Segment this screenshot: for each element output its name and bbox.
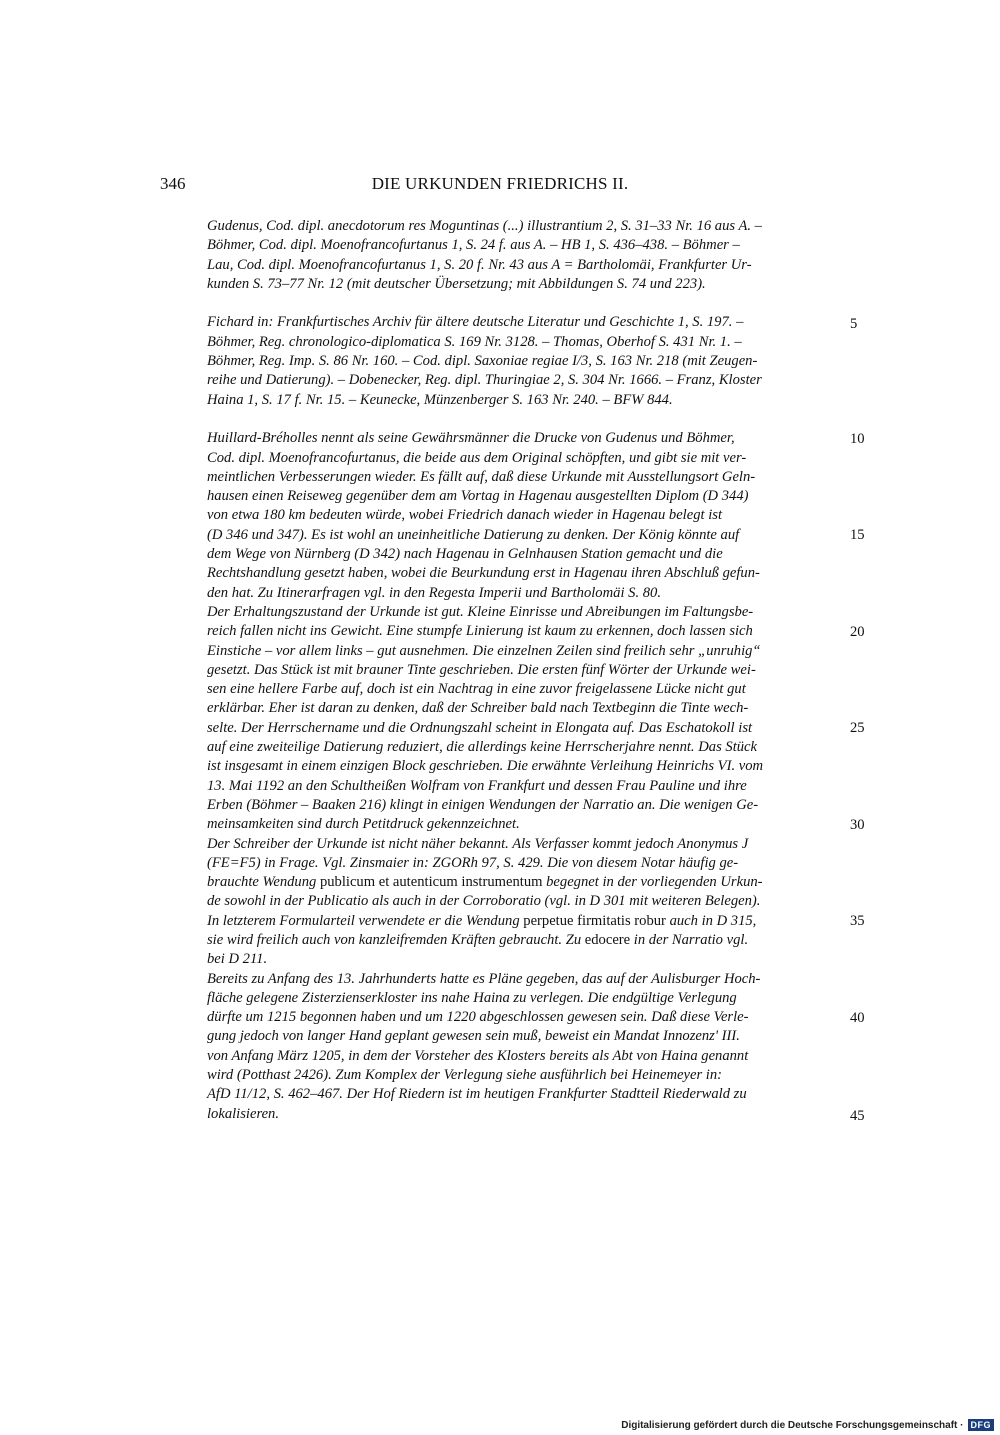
text-line: fläche gelegene Zisterzienserkloster ins nahe Haina zu verlegen. Die endgültige Verlegung [207, 989, 737, 1006]
text-line: reihe und Datierung). – Dobenecker, Reg. dipl. Thuringiae 2, S. 304 Nr. 1666. – Franz, Kloster [207, 372, 762, 389]
line-number: 10 [850, 431, 865, 447]
text-line: sen eine hellere Farbe auf, doch ist ein Nachtrag in eine zuvor freigelassene Lücke nicht gut [207, 681, 746, 698]
upright-quote: edocere [584, 931, 631, 948]
upright-quote: perpetue firmitatis robur [523, 912, 666, 929]
text-line: Erben (Böhmer – Baaken 216) klingt in einigen Wendungen der Narratio an. Die wenigen Ge- [207, 796, 759, 813]
text-line: reich fallen nicht ins Gewicht. Eine stumpfe Linierung ist kaum zu erkennen, doch lassen sich [207, 623, 753, 640]
running-title: DIE URKUNDEN FRIEDRICHS II. [371, 174, 629, 193]
line-number: 40 [850, 1010, 865, 1026]
text-line: Der Schreiber der Urkunde ist nicht näher bekannt. Als Verfasser kommt jedoch Anonymus J [207, 835, 749, 852]
text-line: Der Erhaltungszustand der Urkunde ist gut. Kleine Einrisse und Abreibungen im Faltungsbe- [207, 603, 754, 620]
text-line: de sowohl in der Publicatio als auch in der Corroboratio (vgl. in D 301 mit weiteren Belegen). [207, 893, 761, 910]
line-number: 15 [850, 527, 865, 543]
text-segment: sie wird freilich auch von kanzleifremden Kräften gebraucht. Zu [207, 931, 585, 948]
text-line [207, 912, 829, 931]
text-line: dürfte um 1215 begonnen haben und um 1220 abgeschlossen gewesen sein. Daß diese Verle- [207, 1009, 749, 1026]
text-segment: brauchte Wendung [207, 874, 320, 891]
text-line: dem Wege von Nürnberg (D 342) nach Hagenau in Gelnhausen Station gemacht und die [207, 546, 723, 563]
text-segment: In letzterem Formularteil verwendete er die Wendung [207, 912, 524, 929]
text-line: Huillard-Bréholles nennt als seine Gewährsmänner die Drucke von Gudenus und Böhmer, [207, 430, 735, 447]
line-number: 30 [850, 817, 865, 833]
text-line: gesetzt. Das Stück ist mit brauner Tinte geschrieben. Die ersten fünf Wörter der Urkunde wei- [207, 661, 756, 678]
text-line: auf eine zweiteilige Datierung reduziert, die allerdings keine Herrscherjahre nennt. Das Stück [207, 739, 757, 756]
text-block [207, 313, 829, 409]
block-gap [207, 294, 829, 313]
text-line: (FE=F5) in Frage. Vgl. Zinsmaier in: ZGORh 97, S. 429. Die von diesem Notar häufig ge- [207, 854, 739, 871]
text-line: hausen einen Reiseweg gegenüber dem am Vortag in Hagenau ausgestellten Diplom (D 344) [207, 488, 749, 505]
footer-text: Digitalisierung gefördert durch die Deutsche Forschungsgemeinschaft · [621, 1419, 964, 1431]
dfg-logo: DFG [968, 1419, 995, 1431]
block-gap [207, 410, 829, 429]
text-line: wird (Potthast 2426). Zum Komplex der Verlegung siehe ausführlich bei Heinemeyer in: [207, 1067, 723, 1084]
line-number: 20 [850, 624, 865, 640]
text-line: meinsamkeiten sind durch Petitdruck gekennzeichnet. [207, 816, 520, 833]
text-line: Einstiche – vor allem links – gut ausnehmen. Die einzelnen Zeilen sind freilich sehr „unruhig“ [207, 642, 761, 659]
line-number: 5 [850, 316, 858, 332]
text-line [207, 931, 829, 950]
text-line: ist insgesamt in einem einzigen Block geschrieben. Die erwähnte Verleihung Heinrichs VI. vom [207, 758, 764, 775]
text-line: (D 346 und 347). Es ist wohl an uneinheitliche Datierung zu denken. Der König könnte auf [207, 526, 740, 543]
footer [621, 1419, 994, 1431]
text-line: den hat. Zu Itinerarfragen vgl. in den Regesta Imperii und Bartholomäi S. 80. [207, 584, 661, 601]
text-line: Böhmer, Reg. Imp. S. 86 Nr. 160. – Cod. dipl. Saxoniae regiae I/3, S. 163 Nr. 218 (mit Zeugen- [207, 353, 758, 370]
line-number: 35 [850, 913, 865, 929]
text-line: erklärbar. Eher ist daran zu denken, daß der Schreiber bald nach Textbeginn die Tinte wech- [207, 700, 749, 717]
text-line: meintlichen Verbesserungen wieder. Es fällt auf, daß diese Urkunde mit Ausstellungsort Geln- [207, 468, 756, 485]
line-number-margin [850, 0, 880, 1435]
text-line: von etwa 180 km bedeuten würde, wobei Friedrich danach wieder in Hagenau belegt ist [207, 507, 723, 524]
text-segment: in der Narratio vgl. [630, 931, 749, 948]
main-text [207, 217, 829, 1124]
text-segment: auch in D 315, [665, 912, 757, 929]
text-line: lokalisieren. [207, 1105, 280, 1122]
text-line: Böhmer, Reg. chronologico-diplomatica S. 169 Nr. 3128. – Thomas, Oberhof S. 431 Nr. 1. – [207, 333, 742, 350]
line-number: 25 [850, 720, 865, 736]
text-line: bei D 211. [207, 951, 268, 968]
text-line: Rechtshandlung gesetzt haben, wobei die Beurkundung erst in Hagenau ihren Abschluß gefun- [207, 565, 760, 582]
text-line: von Anfang März 1205, in dem der Vorsteher des Klosters bereits als Abt von Haina genannt [207, 1047, 749, 1064]
line-number: 45 [850, 1108, 865, 1124]
text-line: Bereits zu Anfang des 13. Jahrhunderts hatte es Pläne gegeben, das auf der Aulisburger Hoch- [207, 970, 761, 987]
text-line: Cod. dipl. Moenofrancofurtanus, die beide aus dem Original schöpften, und gibt sie mit ver- [207, 449, 747, 466]
text-line: Gudenus, Cod. dipl. anecdotorum res Moguntinas (...) illustrantium 2, S. 31–33 Nr. 16 aus A. – [207, 218, 762, 234]
text-line: Böhmer, Cod. dipl. Moenofrancofurtanus 1, S. 24 f. aus A. – HB 1, S. 436–438. – Böhmer – [207, 237, 740, 254]
text-block [207, 429, 829, 1124]
text-line: Fichard in: Frankfurtisches Archiv für ältere deutsche Literatur und Geschichte 1, S. 197. – [207, 314, 744, 331]
upright-quote: publicum et autenticum instrumentum [319, 874, 543, 891]
text-segment: begegnet in der vorliegenden Urkun- [542, 874, 763, 891]
text-line: gung jedoch von langer Hand geplant gewesen sein muß, beweist ein Mandat Innozenz' III. [207, 1028, 740, 1045]
page-number: 346 [160, 174, 186, 193]
text-line: 13. Mai 1192 an den Schultheißen Wolfram von Frankfurt und dessen Frau Pauline und ihre [207, 777, 747, 794]
text-line [207, 873, 829, 892]
text-line: AfD 11/12, S. 462–467. Der Hof Riedern ist im heutigen Frankfurter Stadtteil Riederwald zu [207, 1086, 747, 1103]
text-block [207, 217, 829, 294]
text-line: selte. Der Herrschername und die Ordnungszahl scheint in Elongata auf. Das Eschatokoll ist [207, 719, 753, 736]
text-line: Haina 1, S. 17 f. Nr. 15. – Keunecke, Münzenberger S. 163 Nr. 240. – BFW 844. [207, 391, 673, 408]
text-line: Lau, Cod. dipl. Moenofrancofurtanus 1, S. 20 f. Nr. 43 aus A = Bartholomäi, Frankfurter Ur- [207, 256, 752, 273]
text-line: kunden S. 73–77 Nr. 12 (mit deutscher Übersetzung; mit Abbildungen S. 74 und 223). [207, 275, 706, 292]
